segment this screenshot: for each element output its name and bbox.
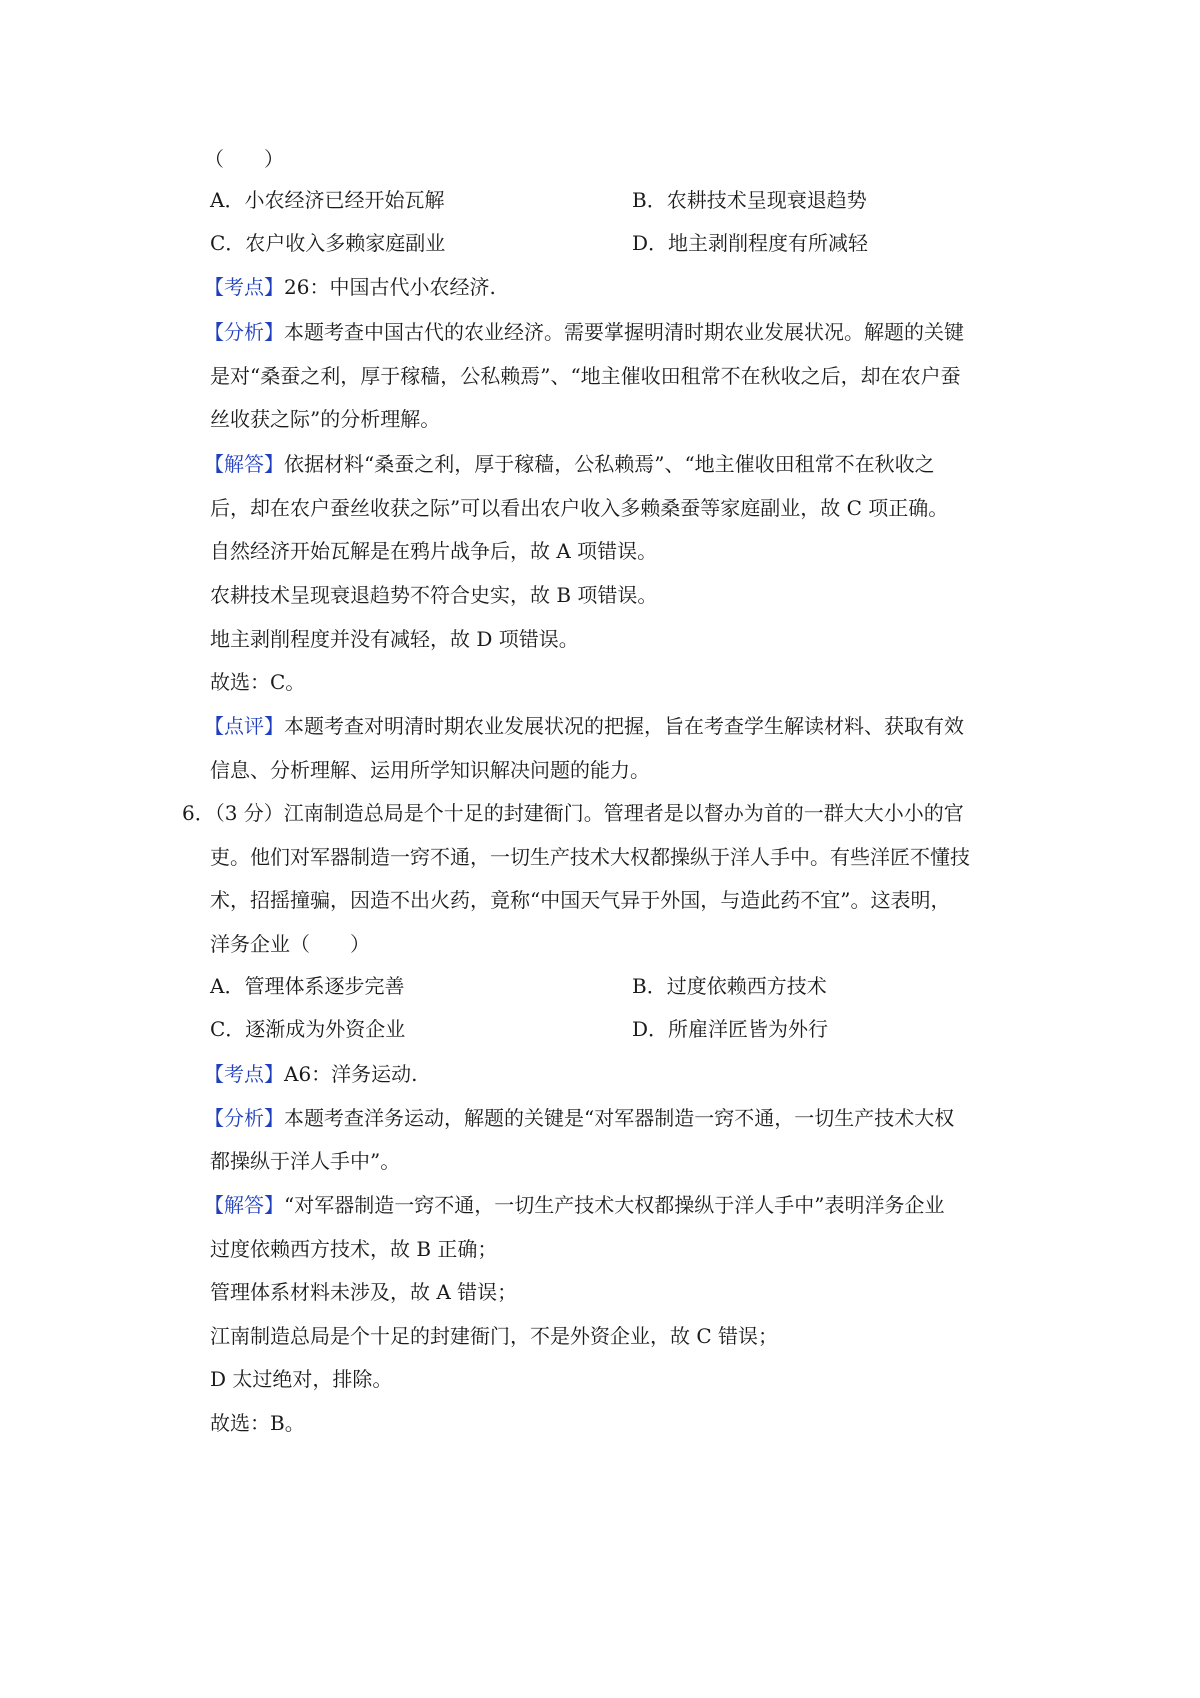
q5-jieda-line5: 地主剥削程度并没有减轻，故 D 项错误。 [210, 627, 579, 651]
fenxi-tag: 【分析】 [204, 1106, 284, 1130]
q5-answer-paren: （ ） [204, 147, 284, 171]
q5-jieda-line4: 农耕技术呈现衰退趋势不符合史实，故 B 项错误。 [210, 583, 658, 607]
q6-jieda-line2: 过度依赖西方技术，故 B 正确； [210, 1237, 498, 1261]
q6-jieda-line4: 江南制造总局是个十足的封建衙门，不是外资企业，故 C 错误； [210, 1324, 779, 1348]
q5-fenxi-line2: 是对“桑蚕之利，厚于稼穑，公私赖焉”、“地主催收田租常不在秋收之后，却在农户蚕 [210, 364, 961, 388]
q6-jieda-line1 [204, 1193, 944, 1217]
q5-kaodian [204, 275, 496, 299]
fenxi-tag: 【分析】 [204, 320, 284, 344]
q5-dianping-line2: 信息、分析理解、运用所学知识解决问题的能力。 [210, 758, 650, 782]
q6-stem-line4: 洋务企业（ ） [210, 932, 370, 956]
q5-jieda-line2: 后，却在农户蚕丝收获之际”可以看出农户收入多赖桑蚕等家庭副业，故 C 项正确。 [210, 496, 949, 520]
q5-option-b: B．农耕技术呈现衰退趋势 [632, 188, 867, 212]
kaodian-tag: 【考点】 [204, 1062, 284, 1086]
q5-dianping-line1 [204, 714, 964, 738]
q6-fenxi-line1 [204, 1106, 954, 1130]
q6-kaodian [204, 1062, 418, 1086]
dianping-tag: 【点评】 [204, 714, 284, 738]
fenxi-text: 本题考查洋务运动，解题的关键是“对军器制造一窍不通，一切生产技术大权 [284, 1106, 955, 1130]
jieda-text: “对军器制造一窍不通，一切生产技术大权都操纵于洋人手中”表明洋务企业 [284, 1193, 945, 1217]
q6-option-c: C．逐渐成为外资企业 [210, 1017, 406, 1041]
q5-fenxi-line3: 丝收获之际”的分析理解。 [210, 407, 441, 431]
q5-jieda-line6: 故选：C。 [210, 670, 306, 694]
dianping-text: 本题考查对明清时期农业发展状况的把握，旨在考查学生解读材料、获取有效 [284, 714, 964, 738]
kaodian-text: A6：洋务运动. [284, 1062, 418, 1086]
q6-jieda-line3: 管理体系材料未涉及，故 A 错误； [210, 1280, 518, 1304]
q6-option-a: A．管理体系逐步完善 [210, 974, 405, 998]
q5-fenxi-line1 [204, 320, 964, 344]
q6-fenxi-line2: 都操纵于洋人手中”。 [210, 1149, 401, 1173]
fenxi-text: 本题考查中国古代的农业经济。需要掌握明清时期农业发展状况。解题的关键 [284, 320, 964, 344]
q5-jieda-line3: 自然经济开始瓦解是在鸦片战争后，故 A 项错误。 [210, 539, 658, 563]
q6-stem-line3: 术，招摇撞骗，因造不出火药，竟称“中国天气异于外国，与造此药不宜”。这表明， [210, 888, 951, 912]
q6-stem-line1: 6．（3 分）江南制造总局是个十足的封建衙门。管理者是以督办为首的一群大大小小的官 [182, 801, 964, 825]
jieda-text: 依据材料“桑蚕之利，厚于稼穑，公私赖焉”、“地主催收田租常不在秋收之 [284, 452, 935, 476]
q6-stem-line2: 吏。他们对军器制造一窍不通，一切生产技术大权都操纵于洋人手中。有些洋匠不懂技 [210, 845, 970, 869]
jieda-tag: 【解答】 [204, 452, 284, 476]
q5-option-a: A．小农经济已经开始瓦解 [210, 188, 445, 212]
q6-jieda-line6: 故选：B。 [210, 1411, 305, 1435]
q5-jieda-line1 [204, 452, 935, 476]
kaodian-text: 26：中国古代小农经济. [284, 275, 496, 299]
q6-option-b: B．过度依赖西方技术 [632, 974, 827, 998]
q5-option-c: C．农户收入多赖家庭副业 [210, 231, 446, 255]
q5-option-d: D．地主剥削程度有所减轻 [632, 231, 869, 255]
q6-jieda-line5: D 太过绝对，排除。 [210, 1367, 393, 1391]
kaodian-tag: 【考点】 [204, 275, 284, 299]
jieda-tag: 【解答】 [204, 1193, 284, 1217]
q6-option-d: D．所雇洋匠皆为外行 [632, 1017, 829, 1041]
